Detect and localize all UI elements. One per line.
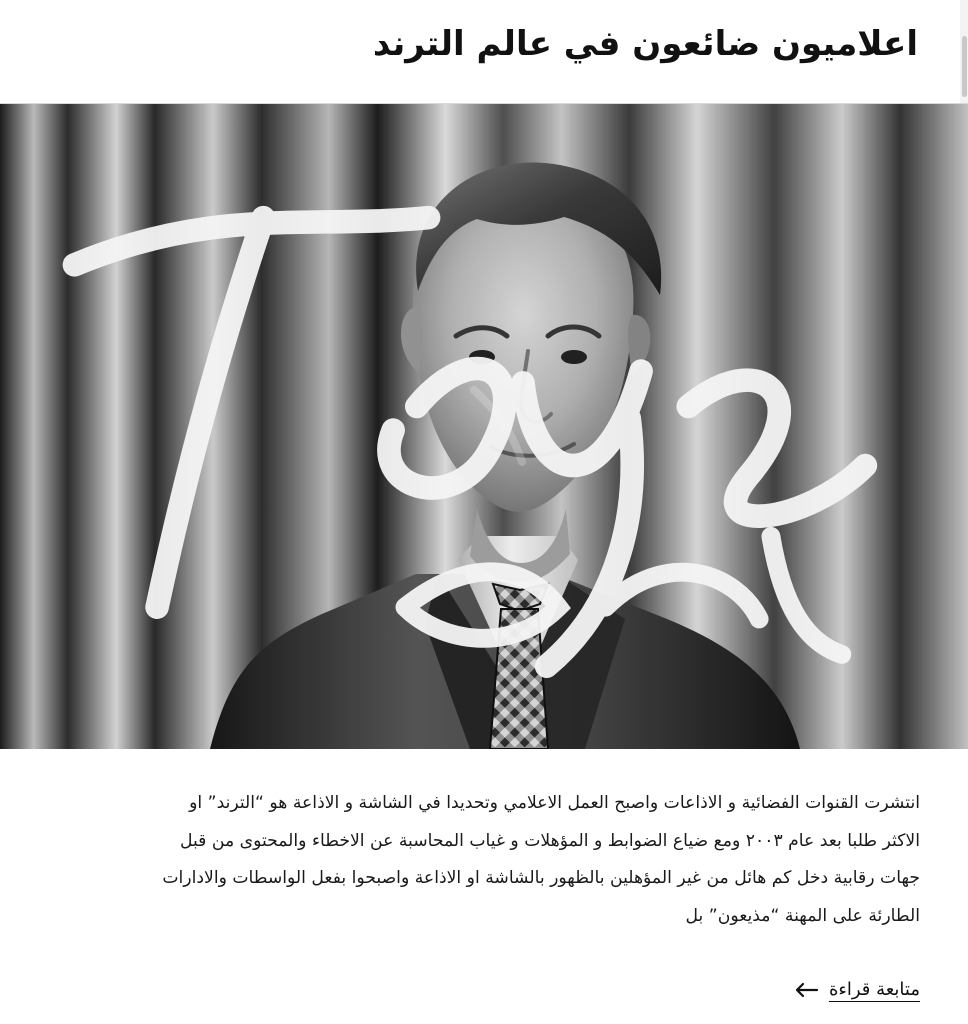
article-body-line: الاكثر طلبا بعد عام ٢٠٠٣ ومع ضياع الضوابط و المؤهلات و غياب المحاسبة عن الاخطاء والمحتوى من قبل bbox=[179, 830, 920, 851]
hero-portrait-photo bbox=[0, 104, 968, 749]
article-body-line: انتشرت القنوات الفضائية و الاذاعات واصبح العمل الاعلامي وتحديدا في الشاشة و الاذاعة هو “الترند” او bbox=[189, 793, 920, 813]
page-title: اعلاميون ضائعون في عالم الترند bbox=[372, 24, 918, 64]
article-body bbox=[80, 785, 920, 935]
vertical-scrollbar[interactable] bbox=[960, 0, 968, 103]
article-header bbox=[0, 0, 968, 104]
scrollbar-thumb[interactable] bbox=[962, 36, 967, 97]
article-body-line: جهات رقابية دخل كم هائل من غير المؤهلين بالظهور بالشاشة او الاذاعة واصبحوا بفعل الواسطات والادارات bbox=[162, 868, 920, 888]
read-more-label: متابعة قراءة bbox=[828, 979, 920, 1000]
read-more-link[interactable] bbox=[793, 972, 920, 1008]
article-body-line: الطارئة على المهنة “مذيعون” بل bbox=[685, 905, 920, 926]
arrow-left-icon bbox=[793, 980, 819, 1000]
photographer-signature-watermark bbox=[0, 104, 948, 729]
